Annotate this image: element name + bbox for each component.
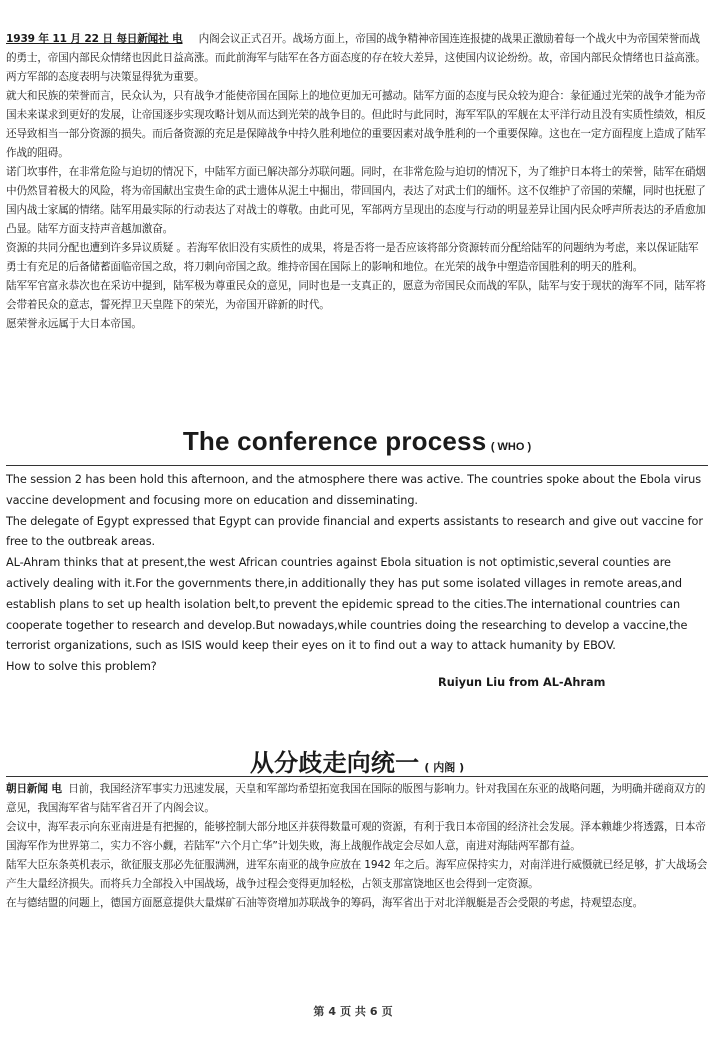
page-footer: 第 4 页 共 6 页 xyxy=(313,1005,393,1018)
section-tag: ( WHO ) xyxy=(490,441,532,453)
article-paragraph: 愿荣誉永远属于大日本帝国。 xyxy=(6,318,142,330)
page-number: 4 xyxy=(328,1005,337,1018)
article-paragraph: 在与德结盟的问题上，德国方面愿意提供大量煤矿石油等资增加苏联战争的筹码，海军省出于对北洋舰艇是否会受限的考虑，持观望态度。 xyxy=(6,897,644,909)
article-paragraph: 朝日新闻 电 日前，我国经济军事实力迅速发展，天皇和军部均希望拓宽我国在国际的版图与影响力。针对我国在东亚的战略问题，为明确并磋商双方的意见，我国海军省与陆军省召开了内阁会议。 xyxy=(6,783,706,814)
article-paragraph: 就大和民族的荣誉而言，民众认为，只有战争才能使帝国在国际上的地位更加无可撼动。陆军方面的态度与民众较为迎合：彖征通过光荣的战争才能为帝国未来谋求到更好的发展，让帝国逐步实现攻略计划从而达到光荣的战争目的。但此时与此同时，海军军队的军舰在太平洋行动且没有实质性绩效，相反还导致相当一部分资源的损失。而后备资源的充足是保障战争中持久胜利地位的重要因素对战争胜利的一个重要保障。这也在一定方面程度上造成了陆军作战的阻碍。 xyxy=(6,90,706,159)
article-paragraph: 陆军大臣东条英机表示，欲征服支那必先征服满洲，进军东南亚的战争应放在 1942 年之后。海军应保持实力，对南洋进行威慑就已经足够，扩大战场会产生大量经济损失。而将兵力全部投入中国战场，战争过程会变得更加轻松，占领支那富饶地区也会得到一定资源。 xyxy=(6,859,708,890)
section-divider xyxy=(6,776,708,777)
article-paragraph: 1939 年 11 月 22 日 每日新闻社 电 内阁会议正式召开。战场方面上，帝国的战争精神帝国连连报捷的战果正激励着每一个战火中为帝国荣誉而战的勇士，帝国内部民众情绪也因此日益高涨。而此前海军与陆军在各方面态度的存在较大差异，这使国内议论纷纷。故，帝国内部民众情绪也日益高涨。两方军部的态度表明与决策显得犹为重要。 xyxy=(6,33,706,83)
section-title: 从分歧走向统一 xyxy=(249,749,420,777)
section-title: The conference process xyxy=(182,426,487,456)
article-cabinet-meeting xyxy=(6,780,708,913)
article-paragraph: 陆军军官富永恭次也在采访中提到，陆军极为尊重民众的意见，同时也是一支真正的，愿意为帝国民众而战的军队，陆军与安于现状的海军不同，陆军将会带着民众的意志，誓死捍卫天皇陛下的荣光，为帝国开辟新的时代。 xyxy=(6,280,706,311)
section-tag: ( 内阁 ) xyxy=(424,761,465,774)
article-paragraph: The delegate of Egypt expressed that Egypt can provide financial and experts assistants to research and give out vaccine for free to the outbreak areas. xyxy=(6,514,703,549)
article-paragraph: 会议中，海军表示向东亚南进是有把握的，能够控制大部分地区并获得数量可观的资源，有利于我日本帝国的经济社会发展。泽本赖雄少将透露，日本帝国海军作为世界第二，实力不容小觑，若陆军“六个月亡华”计划失败，海上战舰作战定会尽如人意，南进对海陆两军都有益。 xyxy=(6,821,706,852)
article-paragraph: The session 2 has been hold this afternoon, and the atmosphere there was active. The countries spoke about the Ebola virus vaccine development and focusing more on education and disseminating. xyxy=(6,473,702,507)
article-dateline: 1939 年 11 月 22 日 每日新闻社 电 xyxy=(6,33,183,45)
article-army-navy xyxy=(6,30,708,334)
section-heading-cabinet xyxy=(6,743,708,778)
article-dateline: 朝日新闻 电 xyxy=(6,783,62,795)
article-conference xyxy=(6,470,708,678)
page-total: 6 xyxy=(369,1005,378,1018)
article-byline: Ruiyun Liu from AL-Ahram xyxy=(438,676,606,689)
article-paragraph: 诺门坎事件，在非常危险与迫切的情况下，中陆军方面已解决部分苏联问题。同时，在非常危险与迫切的情况下，为了维护日本将士的荣誉，陆军在硝烟中仍然冒着极大的风险，将为帝国献出宝贵生命的武士遗体从泥土中掘出，带回国内，表达了对武士们的缅怀。这不仅维护了帝国的荣耀，同时也抚慰了国内战士家属的情绪。陆军用最实际的行动表达了对战士的尊敬。由此可见，军部两方呈现出的态度与行动的明显差异让国内民众呼声所表达的矛盾愈加凸显。陆军方面支持声音越加激奋。 xyxy=(6,166,706,235)
article-paragraph: AL-Ahram thinks that at present,the west African countries against Ebola situation is not optimistic,several counties are actively dealing with it.For the governments there,in additionally they has put some isolated villages in remote areas,and establish plans to set up health isolation belt,to prevent the epidemic spread to the cities.The international countries can cooperate together to research and develop.But nowadays,while countries doing the researching to develop a vaccine,the terrorist organizations, such as ISIS would keep their eyes on it to find out a way to attack humanity by EBOV. xyxy=(6,556,688,653)
article-paragraph: How to solve this problem? xyxy=(6,660,157,674)
section-divider xyxy=(6,465,708,466)
section-heading-conference xyxy=(6,426,708,457)
article-paragraph: 资源的共同分配也遭到许多异议质疑 。若海军依旧没有实质性的成果，将是否将一是否应该将部分资源转而分配给陆军的问题纳为考虑，来以保证陆军勇士有充足的后备储蓄面临帝国之敌，将刀刺向帝国之敌。维持帝国在国际上的影响和地位。在光荣的战争中塑造帝国胜利的明天的胜利。 xyxy=(6,242,699,273)
